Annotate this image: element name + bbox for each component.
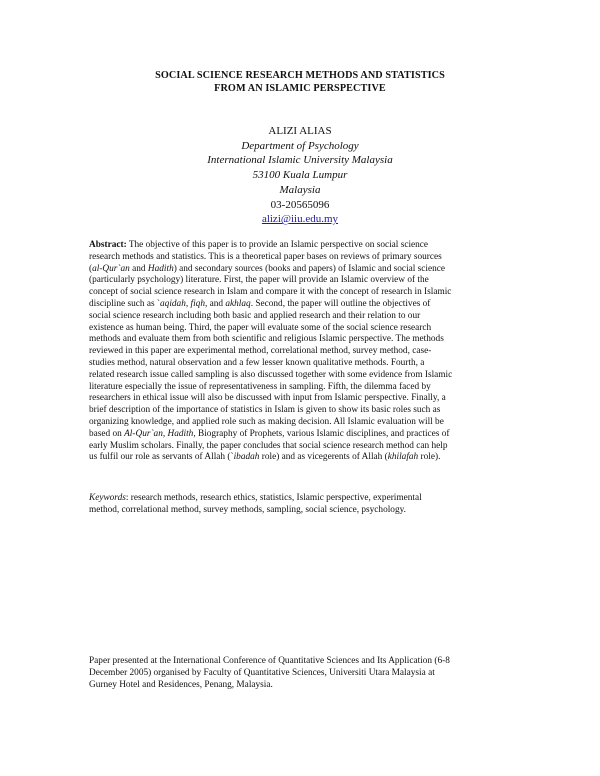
keywords-heading: Keywords	[89, 493, 126, 503]
footnote-line: Gurney Hotel and Residences, Penang, Malaysia.	[89, 679, 273, 690]
keywords-line: method, correlational method, survey methods, sampling, social science, psychology.	[89, 504, 406, 515]
abstract-line: organizing knowledge, and applied role such as making decision. All Islamic evaluation will be	[89, 416, 444, 427]
footnote-line: December 2005) organised by Faculty of Quantitative Sciences, Universiti Utara Malaysia at	[89, 667, 435, 678]
conference-footnote	[89, 656, 513, 691]
author-block	[60, 124, 540, 227]
abstract-line: based on Al-Qur`an, Hadith, Biography of Prophets, various Islamic disciplines, and practices of	[89, 428, 450, 439]
abstract-line: studies method, natural observation and a few lesser known qualitative methods. Fourth, a	[89, 357, 425, 368]
title-line-1: SOCIAL SCIENCE RESEARCH METHODS AND STATISTICS	[155, 70, 445, 81]
author-phone: 03-20565096	[270, 198, 330, 211]
abstract-line: early Muslim scholars. Finally, the paper concludes that social science research method can help	[89, 440, 448, 451]
abstract-line: Abstract: The objective of this paper is to provide an Islamic perspective on social science	[89, 240, 429, 250]
paper-title	[60, 69, 540, 95]
footnote-line: Paper presented at the International Conference of Quantitative Sciences and Its Application (6-8	[89, 656, 450, 666]
abstract-line: existence as human being. Third, the paper will evaluate some of the social science research	[89, 322, 432, 333]
abstract	[89, 240, 513, 464]
author-city: 53100 Kuala Lumpur	[252, 169, 348, 182]
abstract-line: discipline such as `aqidah, fiqh, and akhlaq. Second, the paper will outline the objectives of	[89, 298, 431, 309]
abstract-heading: Abstract:	[89, 240, 127, 250]
abstract-line: (particularly psychology) literature. First, the paper will provide an Islamic overview of the	[89, 275, 429, 286]
abstract-line: related research issue called sampling is also discussed together with some evidence from Islamic	[89, 369, 453, 380]
abstract-line: concept of social science research in Islam and compare it with the concept of research in Islamic	[89, 287, 452, 298]
abstract-line: (al-Qur`an and Hadith) and secondary sources (books and papers) of Islamic and social science	[89, 263, 446, 274]
author-email-link[interactable]: alizi@iiu.edu.my	[261, 213, 339, 226]
keywords	[89, 493, 513, 517]
abstract-line: methods and evaluate them from both scientific and religious Islamic perspective. The methods	[89, 334, 444, 345]
author-country: Malaysia	[279, 183, 321, 196]
author-name: ALIZI ALIAS	[268, 125, 332, 137]
keywords-line: Keywords: research methods, research ethics, statistics, Islamic perspective, experimental	[89, 493, 422, 503]
abstract-line: brief description of the importance of statistics in Islam is given to show its basic roles such as	[89, 405, 441, 416]
abstract-line: social science research including both basic and applied research and their relation to our	[89, 310, 421, 321]
author-department: Department of Psychology	[241, 139, 359, 152]
abstract-line: reviewed in this paper are experimental method, correlational method, survey method, case-	[89, 346, 432, 357]
title-line-2: FROM AN ISLAMIC PERSPECTIVE	[214, 83, 386, 94]
abstract-line: research methods and statistics. This is a theoretical paper bases on reviews of primary sources	[89, 251, 442, 262]
author-university: International Islamic University Malaysia	[207, 154, 393, 167]
abstract-line: researchers in ethical issue will also be discussed with input from Islamic perspective. Finally, a	[89, 393, 446, 404]
abstract-line: us fulfil our role as servants of Allah (`ibadah role) and as vicegerents of Allah (khilafah role).	[89, 452, 441, 463]
abstract-line: literature especially the issue of representativeness in sampling. Fifth, the dilemma faced by	[89, 381, 431, 392]
